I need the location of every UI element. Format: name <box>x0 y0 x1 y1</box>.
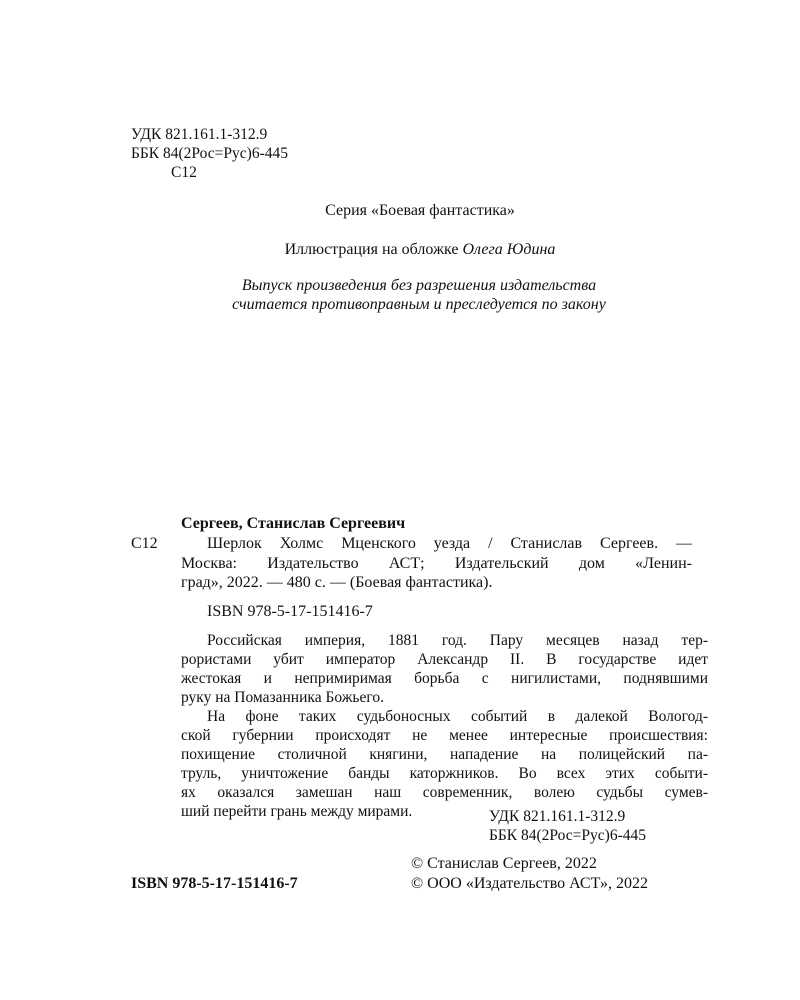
series-line: Серия «Боевая фантастика» <box>325 202 515 219</box>
annotation-line: ской губернии происходят не менее интересные происшествия: <box>181 727 708 744</box>
illustration-credit <box>0 240 800 259</box>
illustration-artist: Олега Юдина <box>462 241 556 258</box>
udk-code-bottom: УДК 821.161.1-312.9 <box>489 808 626 825</box>
legal-notice-line-2: считается противоправным и преследуется по закону <box>232 296 606 313</box>
catalog-description-line: Москва: Издательство АСТ; Издательский дом «Ленин- <box>181 555 692 572</box>
catalog-description-line: град», 2022. — 480 с. — (Боевая фантастика). <box>181 574 493 591</box>
catalog-description-cont <box>181 554 692 592</box>
annotation-paragraph-1 <box>181 631 708 707</box>
annotation-line: труль, уничтожение банды каторжников. Во всех этих событи- <box>181 765 708 782</box>
udk-code-top: УДК 821.161.1-312.9 <box>131 126 268 143</box>
bbk-code-bottom: ББК 84(2Рос=Рус)6-445 <box>489 827 646 844</box>
annotation-line: руку на Помазанника Божьего. <box>181 689 384 706</box>
catalog-description-line: Шерлок Холмс Мценского уезда / Станислав Сергеев. — <box>207 535 692 552</box>
copyright-publisher: © ООО «Издательство АСТ», 2022 <box>411 875 648 892</box>
annotation-line: На фоне таких судьбоносных событий в далекой Вологод- <box>207 708 708 725</box>
annotation-line: ший перейти грань между мирами. <box>181 803 413 820</box>
annotation-line: рористами убит император Александр II. В государстве идет <box>181 651 708 668</box>
illustration-prefix: Иллюстрация на обложке <box>284 241 463 258</box>
author-mark-top: С12 <box>171 164 197 181</box>
catalog-author-mark: С12 <box>131 535 158 552</box>
catalog-author-heading: Сергеев, Станислав Сергеевич <box>181 515 406 532</box>
bbk-code-top: ББК 84(2Рос=Рус)6-445 <box>131 145 288 162</box>
annotation-paragraph-2 <box>181 707 708 821</box>
annotation-line: Российская империя, 1881 год. Пару месяцев назад тер- <box>207 632 708 649</box>
legal-notice-line-1: Выпуск произведения без разрешения издательства <box>241 277 597 294</box>
catalog-isbn: ISBN 978-5-17-151416-7 <box>207 603 373 620</box>
catalog-description <box>207 534 692 553</box>
bottom-isbn: ISBN 978-5-17-151416-7 <box>131 875 298 892</box>
copyright-author: © Станислав Сергеев, 2022 <box>411 855 597 872</box>
annotation-line: похищение столичной княгини, нападение на полицейский па- <box>181 746 708 763</box>
annotation-line: жестокая и непримиримая борьба с нигилистами, поднявшими <box>181 670 708 687</box>
annotation-line: ях оказался замешан наш современник, волею судьбы сумев- <box>181 784 708 801</box>
